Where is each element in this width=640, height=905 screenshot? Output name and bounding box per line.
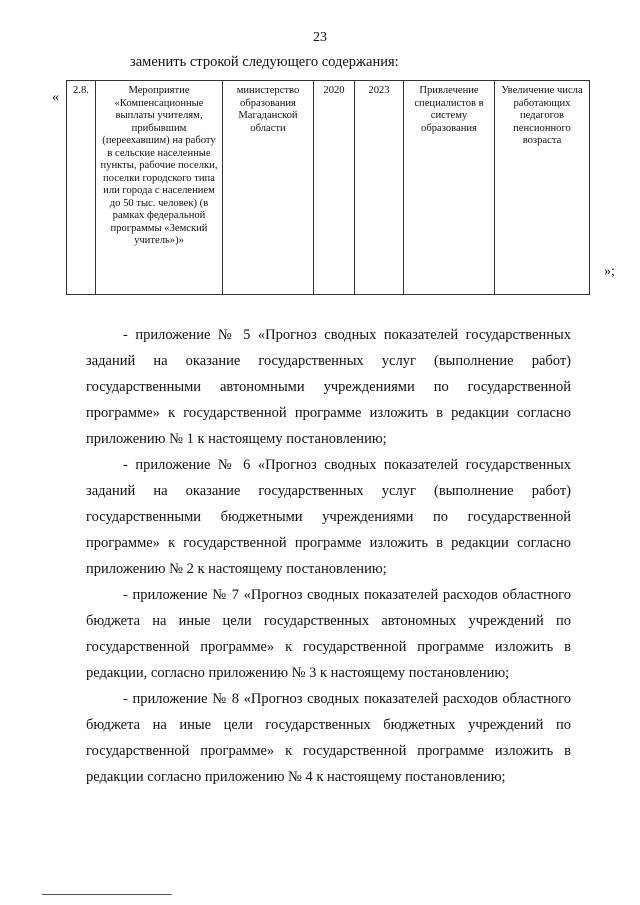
opening-quote: « (52, 90, 59, 105)
event-cell: Мероприятие «Компенсационные выплаты учителям, прибывшим (переехавшим) на работу в сельские населенные пункты, рабочие поселки, поселки городского типа или города с населением до 50 тыс. человек) (в рамках федеральной программы «Земский учитель»)» (96, 81, 223, 295)
page-number: 23 (313, 30, 327, 45)
footer-divider (42, 894, 172, 895)
paragraph-appendix-6: - приложение № 6 «Прогноз сводных показателей государственных заданий на оказание государственных услуг (выполнение работ) государственными бюджетными учреждениями по государственной программе» к государственной программе изложить в редакции согласно приложению № 2 к настоящему постановлению; (86, 457, 571, 577)
closing-quote: »; (604, 264, 615, 279)
paragraph-appendix-7: - приложение № 7 «Прогноз сводных показателей расходов областного бюджета на иные цели государственных автономных учреждений по государственной программе» к государственной программе изложить в редакции, согласно приложению № 3 к настоящему постановлению; (86, 587, 571, 681)
row-number-cell: 2.8. (67, 81, 96, 295)
year-end-cell: 2023 (355, 81, 404, 295)
year-start-cell: 2020 (314, 81, 355, 295)
goal-cell: Привлечение специалистов в систему образования (404, 81, 495, 295)
amendments-body (86, 322, 571, 790)
intro-line: заменить строкой следующего содержания: (130, 54, 399, 70)
paragraph-appendix-8: - приложение № 8 «Прогноз сводных показателей расходов областного бюджета на иные цели государственных бюджетных учреждений по государственной программе» к государственной программе изложить в редакции согласно приложению № 4 к настоящему постановлению; (86, 691, 571, 785)
table-row (67, 81, 590, 295)
paragraph-appendix-5: - приложение № 5 «Прогноз сводных показателей государственных заданий на оказание государственных услуг (выполнение работ) государственными автономными учреждениями по государственной программе» к государственной программе изложить в редакции согласно приложению № 1 к настоящему постановлению; (86, 327, 571, 447)
program-table-row (66, 80, 590, 295)
indicator-cell: Увеличение числа работающих педагогов пенсионного возраста (495, 81, 590, 295)
responsible-cell: министерство образования Магаданской области (223, 81, 314, 295)
